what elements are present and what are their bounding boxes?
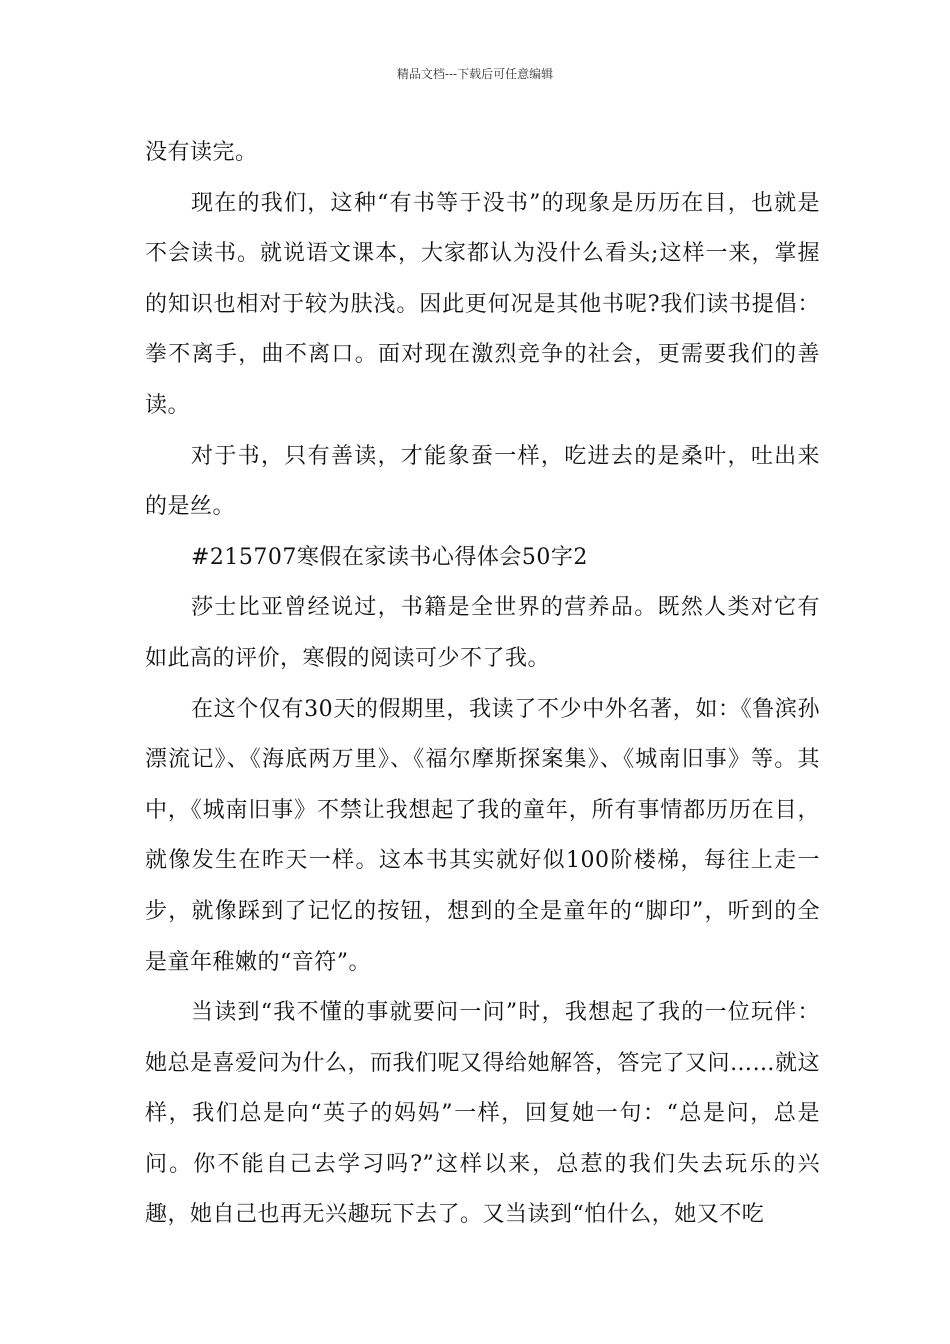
paragraph-reading-habits: 现在的我们，这种“有书等于没书”的现象是历历在目，也就是不会读书。就说语文课本，大家都认为没什么看头;这样一来，掌握的知识也相对于较为肤浅。因此更何况是其他书呢?我们读书提倡：拳不离手，曲不离口。面对现在激烈竞争的社会，更需要我们的善读。 (145, 190, 820, 418)
paragraph-books-read: 在这个仅有30天的假期里，我读了不少中外名著，如：《鲁滨孙漂流记》、《海底两万里》、《福尔摩斯探案集》、《城南旧事》等。其中，《城南旧事》不禁让我想起了我的童年，所有事情都历历在目，就像发生在昨天一样。这本书其实就好似100阶楼梯，每往上走一步，就像踩到了记忆的按钮，想到的全是童年的“脚印”，听到的全是童年稚嫩的“音符”。 (145, 696, 820, 975)
document-body (145, 128, 820, 1241)
paragraph-playmate: 当读到“我不懂的事就要问一问”时，我想起了我的一位玩伴：她总是喜爱问为什么，而我们呢又得给她解答，答完了又问……就这样，我们总是向“英子的妈妈”一样，回复她一句：“总是问，总是问。你不能自己去学习吗?”这样以来，总惹的我们失去玩乐的兴趣，她自己也再无兴趣玩下去了。又当读到“怕什么，她又不吃 (145, 1000, 821, 1228)
paragraph-shakespeare: 莎士比亚曾经说过，书籍是全世界的营养品。既然人类对它有如此高的评价，寒假的阅读可少不了我。 (145, 595, 820, 671)
page-header: 精品文档---下载后可任意编辑 (396, 67, 554, 81)
section-heading: #215707寒假在家读书心得体会50字2 (191, 544, 588, 570)
paragraph-continuation: 没有读完。 (145, 140, 258, 165)
paragraph-silkworm: 对于书，只有善读，才能象蚕一样，吃进去的是桑叶，吐出来的是丝。 (145, 443, 820, 520)
